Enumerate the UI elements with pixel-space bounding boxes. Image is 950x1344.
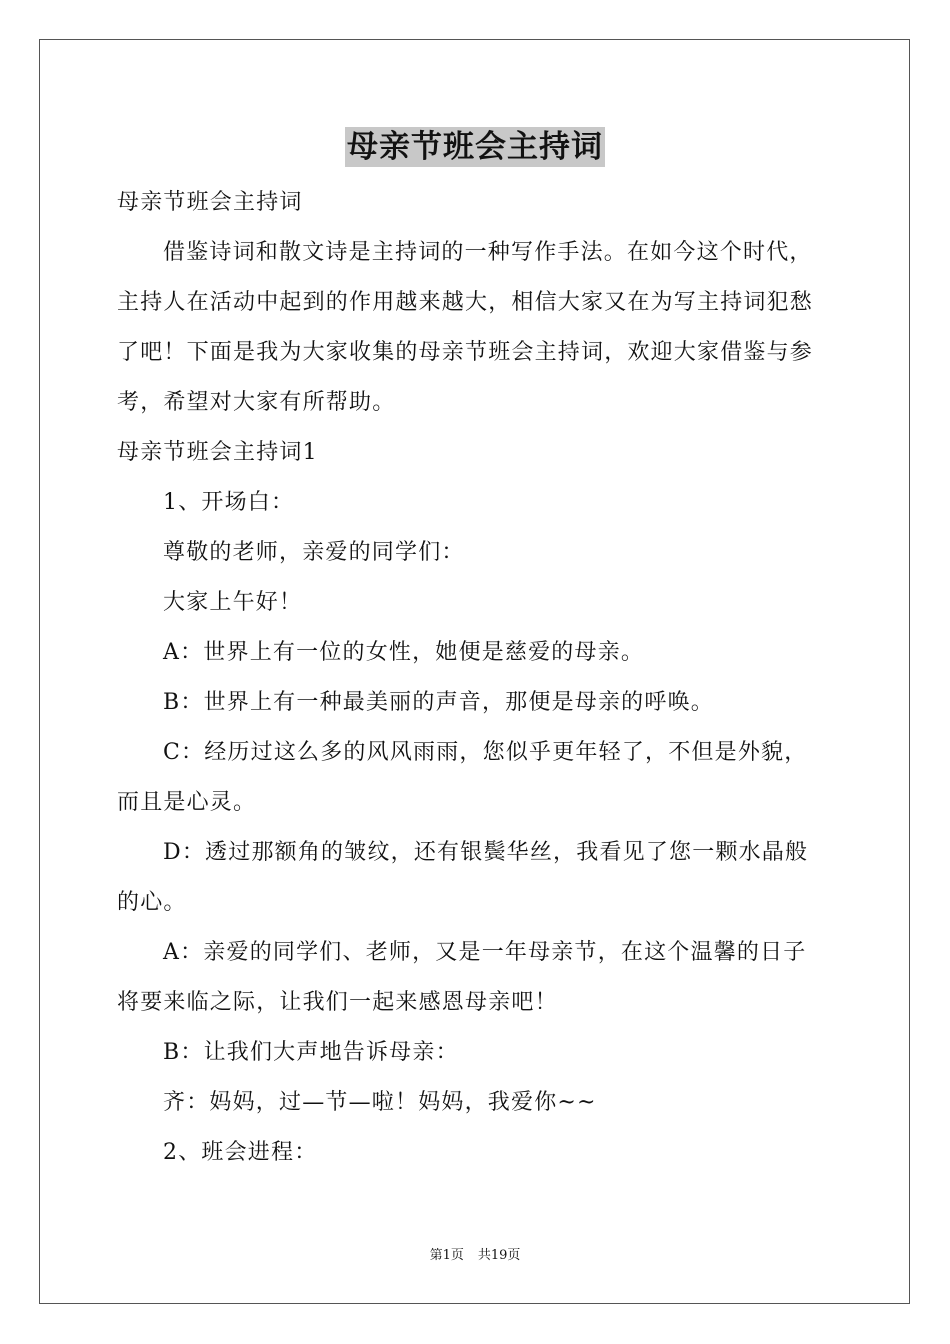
paragraph-line: C：经历过这么多的风风雨雨，您似乎更年轻了，不但是外貌， [163,740,808,765]
section-heading: 母亲节班会主持词1 [117,440,318,465]
document-body [117,178,837,1178]
paragraph-line: 考，希望对大家有所帮助。 [117,390,396,415]
paragraph-line: 将要来临之际，让我们一起来感恩母亲吧！ [117,990,558,1015]
paragraph-line: A：世界上有一位的女性，她便是慈爱的母亲。 [163,640,645,665]
paragraph-line: 1、开场白： [163,490,295,515]
paragraph-line: 的心。 [117,890,187,915]
document-title: 母亲节班会主持词 [347,129,603,165]
paragraph-line: 借鉴诗词和散文诗是主持词的一种写作手法。在如今这个时代， [163,240,813,265]
page-total: 共19页 [477,1248,521,1263]
paragraph-line: 尊敬的老师，亲爱的同学们： [163,540,465,565]
paragraph-line: 而且是心灵。 [117,790,257,815]
paragraph-line: 母亲节班会主持词 [117,190,303,215]
paragraph-line: 2、班会进程： [163,1140,318,1165]
paragraph-line: 了吧！下面是我为大家收集的母亲节班会主持词，欢迎大家借鉴与参 [117,340,814,365]
page-number: 第1页 [429,1248,464,1263]
paragraph-line: D：透过那额角的皱纹，还有银鬓华丝，我看见了您一颗水晶般 [163,840,809,865]
paragraph-line: 大家上午好！ [163,590,303,615]
title-container [0,127,950,167]
page-footer [0,1246,950,1266]
paragraph-line: A：亲爱的同学们、老师，又是一年母亲节，在这个温馨的日子 [163,940,807,965]
paragraph-line: B：世界上有一种最美丽的声音，那便是母亲的呼唤。 [163,690,714,715]
paragraph-line: 齐：妈妈，过—节—啦！妈妈，我爱你~~ [163,1090,597,1115]
paragraph-line: B：让我们大声地告诉母亲： [163,1040,459,1065]
paragraph-line: 主持人在活动中起到的作用越来越大，相信大家又在为写主持词犯愁 [117,290,814,315]
